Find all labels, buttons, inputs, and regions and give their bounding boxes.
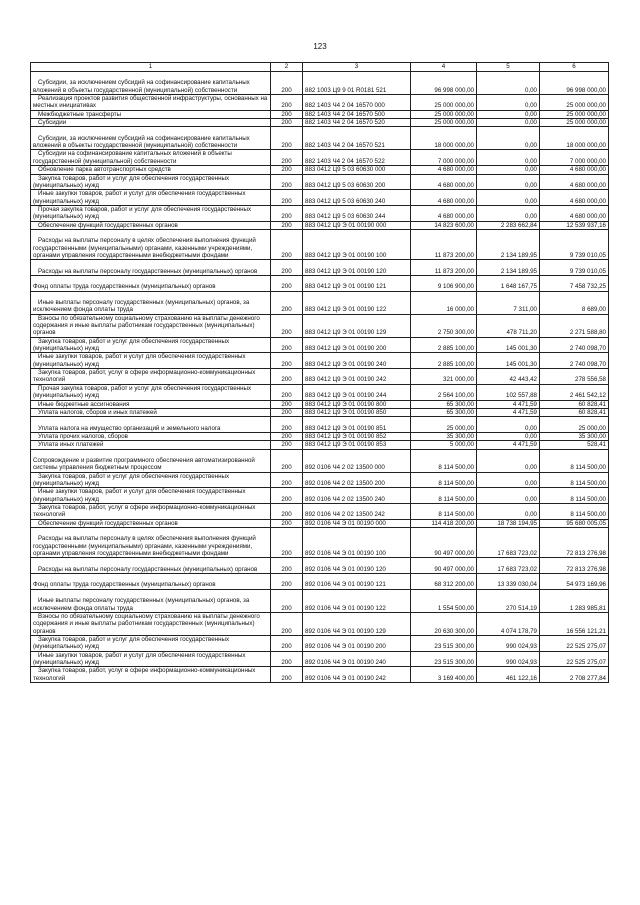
row-executed-amount-cell: 145 001,30 [477,353,540,369]
row-code-cell: 883 0412 Ц9 Э 01 00190 121 [303,275,411,291]
row-executed-amount-cell: 0,00 [477,205,540,221]
row-plan-amount-cell: 8 114 500,00 [411,488,477,504]
row-plan-amount-cell: 25 000 000,00 [411,110,477,118]
table-row [31,667,609,683]
row-remainder-amount-cell: 16 556 121,21 [540,612,609,635]
row-grbs-cell: 200 [271,441,303,449]
table-row [31,190,609,206]
row-name-cell: Обеспечение функций государственных органов [31,221,271,229]
row-plan-amount-cell: 1 554 500,00 [411,589,477,612]
row-code-cell: 892 0106 Ч4 Э 01 00190 129 [303,612,411,635]
row-plan-amount-cell: 65 300,00 [411,400,477,408]
row-name-cell: Закупка товаров, работ, услуг в сфере информационно-коммуникационных технологий [31,504,271,520]
row-name-cell: Прочая закупка товаров, работ и услуг для обеспечения государственных (муниципальных) нужд [31,384,271,400]
row-grbs-cell: 200 [271,150,303,166]
row-executed-amount-cell: 0,00 [477,150,540,166]
row-executed-amount-cell: 145 001,30 [477,337,540,353]
header-col-exec: 5 [477,63,540,72]
row-name-cell: Уплата прочих налогов, сборов [31,432,271,440]
row-plan-amount-cell: 8 114 500,00 [411,472,477,488]
row-executed-amount-cell: 0,00 [477,449,540,472]
row-remainder-amount-cell: 2 271 588,80 [540,314,609,337]
row-remainder-amount-cell: 2 708 277,84 [540,667,609,683]
table-row [31,400,609,408]
row-code-cell: 883 0412 Ц9 Э 01 00190 853 [303,441,411,449]
row-plan-amount-cell: 4 680 000,00 [411,190,477,206]
row-grbs-cell: 200 [271,229,303,259]
row-remainder-amount-cell: 25 000 000,00 [540,110,609,118]
row-remainder-amount-cell: 7 000 000,00 [540,150,609,166]
row-remainder-amount-cell: 4 680 000,00 [540,174,609,190]
table-body [31,72,609,683]
row-plan-amount-cell: 7 000 000,00 [411,150,477,166]
row-name-cell: Расходы на выплаты персоналу государственных (муниципальных) органов [31,558,271,574]
row-executed-amount-cell: 461 122,16 [477,667,540,683]
row-name-cell: Сопровождение и развитие программного обеспечения автоматизированной системы управления бюджетным процессом [31,449,271,472]
table-row [31,558,609,574]
row-remainder-amount-cell: 72 813 276,98 [540,528,609,558]
row-code-cell: 883 0412 Ц9 Э 01 00190 851 [303,417,411,433]
row-executed-amount-cell: 990 024,93 [477,635,540,651]
row-executed-amount-cell: 17 683 723,02 [477,558,540,574]
row-plan-amount-cell: 4 680 000,00 [411,205,477,221]
row-name-cell: Обеспечение функций государственных органов [31,519,271,527]
row-remainder-amount-cell: 18 000 000,00 [540,127,609,150]
row-remainder-amount-cell: 9 739 010,05 [540,229,609,259]
row-executed-amount-cell: 0,00 [477,166,540,174]
row-remainder-amount-cell: 1 283 985,81 [540,589,609,612]
row-remainder-amount-cell: 278 556,58 [540,369,609,385]
row-code-cell: 883 0412 Ц9 Э 01 00190 852 [303,432,411,440]
row-name-cell: Иные бюджетные ассигнования [31,400,271,408]
row-executed-amount-cell: 0,00 [477,488,540,504]
row-executed-amount-cell: 0,00 [477,119,540,127]
row-name-cell: Закупка товаров, работ и услуг для обеспечения государственных (муниципальных) нужд [31,337,271,353]
row-code-cell: 892 0106 Ч4 2 02 13500 240 [303,488,411,504]
row-plan-amount-cell: 25 000,00 [411,417,477,433]
table-row [31,574,609,590]
row-code-cell: 883 0412 Ц9 5 03 60630 240 [303,190,411,206]
row-remainder-amount-cell: 2 740 098,70 [540,337,609,353]
table-row [31,150,609,166]
row-name-cell: Закупка товаров, работ, услуг в сфере информационно-коммуникационных технологий [31,667,271,683]
row-remainder-amount-cell: 4 680 000,00 [540,205,609,221]
row-grbs-cell: 200 [271,205,303,221]
row-plan-amount-cell: 11 873 200,00 [411,229,477,259]
row-grbs-cell: 200 [271,488,303,504]
row-grbs-cell: 200 [271,291,303,314]
row-name-cell: Фонд оплаты труда государственных (муниципальных) органов [31,574,271,590]
row-plan-amount-cell: 35 300,00 [411,432,477,440]
row-remainder-amount-cell: 95 680 005,05 [540,519,609,527]
table-header-row [31,63,609,72]
table-row [31,110,609,118]
row-name-cell: Уплата налогов, сборов и иных платежей [31,408,271,416]
row-code-cell: 883 0412 Ц9 5 03 60630 244 [303,205,411,221]
row-name-cell: Фонд оплаты труда государственных (муниципальных) органов [31,275,271,291]
row-code-cell: 883 0412 Ц9 Э 01 00190 244 [303,384,411,400]
table-row [31,504,609,520]
row-code-cell: 892 0106 Ч4 Э 01 00190 100 [303,528,411,558]
row-grbs-cell: 200 [271,504,303,520]
table-row [31,432,609,440]
row-code-cell: 883 0412 Ц9 Э 01 00190 240 [303,353,411,369]
table-row [31,519,609,527]
row-grbs-cell: 200 [271,369,303,385]
row-remainder-amount-cell: 528,41 [540,441,609,449]
row-name-cell: Прочая закупка товаров, работ и услуг для обеспечения государственных (муниципальных) нужд [31,205,271,221]
row-code-cell: 882 1403 Ч4 2 04 16570 500 [303,110,411,118]
row-remainder-amount-cell: 2 461 542,12 [540,384,609,400]
row-plan-amount-cell: 2 564 100,00 [411,384,477,400]
row-name-cell: Субсидии на софинансирование капитальных вложений в объекты государственной (муниципальной) собственности [31,150,271,166]
header-col-name: 1 [31,63,271,72]
row-remainder-amount-cell: 8 114 500,00 [540,504,609,520]
row-plan-amount-cell: 25 000 000,00 [411,119,477,127]
row-name-cell: Иные закупки товаров, работ и услуг для обеспечения государственных (муниципальных) нужд [31,651,271,667]
row-name-cell: Расходы на выплаты персоналу государственных (муниципальных) органов [31,260,271,276]
row-executed-amount-cell: 1 648 167,75 [477,275,540,291]
row-code-cell: 892 0106 Ч4 Э 01 00190 121 [303,574,411,590]
row-name-cell: Уплата иных платежей [31,441,271,449]
row-grbs-cell: 200 [271,528,303,558]
row-code-cell: 892 0106 Ч4 2 02 13500 242 [303,504,411,520]
table-row [31,291,609,314]
table-row [31,384,609,400]
row-executed-amount-cell: 13 339 030,04 [477,574,540,590]
row-remainder-amount-cell: 4 680 000,00 [540,166,609,174]
row-grbs-cell: 200 [271,408,303,416]
row-executed-amount-cell: 4 074 178,79 [477,612,540,635]
row-name-cell: Обновление парка автотранспортных средств [31,166,271,174]
row-remainder-amount-cell: 12 539 937,16 [540,221,609,229]
row-grbs-cell: 200 [271,400,303,408]
row-code-cell: 882 1403 Ч4 2 04 16570 520 [303,119,411,127]
row-grbs-cell: 200 [271,119,303,127]
row-code-cell: 883 0412 Ц9 5 03 60630 000 [303,166,411,174]
row-plan-amount-cell: 8 114 500,00 [411,504,477,520]
row-grbs-cell: 200 [271,337,303,353]
row-code-cell: 883 0412 Ц9 Э 01 00190 850 [303,408,411,416]
row-name-cell: Закупка товаров, работ и услуг для обеспечения государственных (муниципальных) нужд [31,174,271,190]
row-grbs-cell: 200 [271,95,303,111]
row-plan-amount-cell: 5 000,00 [411,441,477,449]
row-executed-amount-cell: 102 557,88 [477,384,540,400]
row-executed-amount-cell: 0,00 [477,190,540,206]
table-row [31,369,609,385]
row-grbs-cell: 200 [271,651,303,667]
table-row [31,353,609,369]
row-code-cell: 892 0106 Ч4 Э 01 00190 000 [303,519,411,527]
row-plan-amount-cell: 96 998 000,00 [411,72,477,95]
table-row [31,612,609,635]
table-row [31,337,609,353]
row-executed-amount-cell: 4 471,59 [477,408,540,416]
row-grbs-cell: 200 [271,417,303,433]
row-code-cell: 883 0412 Ц9 5 03 60630 200 [303,174,411,190]
table-row [31,119,609,127]
row-remainder-amount-cell: 2 740 098,70 [540,353,609,369]
row-plan-amount-cell: 90 497 000,00 [411,558,477,574]
row-grbs-cell: 200 [271,449,303,472]
row-executed-amount-cell: 0,00 [477,417,540,433]
row-grbs-cell: 200 [271,174,303,190]
row-plan-amount-cell: 2 885 100,00 [411,337,477,353]
row-code-cell: 883 0412 Ц9 Э 01 00190 800 [303,400,411,408]
row-name-cell: Уплата налога на имущество организаций и земельного налога [31,417,271,433]
row-name-cell: Закупка товаров, работ и услуг для обеспечения государственных (муниципальных) нужд [31,472,271,488]
row-executed-amount-cell: 0,00 [477,174,540,190]
row-plan-amount-cell: 114 418 200,00 [411,519,477,527]
row-grbs-cell: 200 [271,472,303,488]
row-name-cell: Взносы по обязательному социальному страхованию на выплаты денежного содержания и иные выплаты работникам государственных (муниципальных) органов [31,612,271,635]
row-name-cell: Межбюджетные трансферты [31,110,271,118]
row-remainder-amount-cell: 8 114 500,00 [540,488,609,504]
row-plan-amount-cell: 2 885 100,00 [411,353,477,369]
row-name-cell: Субсидии, за исключением субсидий на софинансирование капитальных вложений в объекты государственной (муниципальной) собственности [31,72,271,95]
row-code-cell: 883 0412 Ц9 Э 01 00190 000 [303,221,411,229]
row-plan-amount-cell: 16 000,00 [411,291,477,314]
row-executed-amount-cell: 0,00 [477,95,540,111]
row-remainder-amount-cell: 96 998 000,00 [540,72,609,95]
row-executed-amount-cell: 478 711,20 [477,314,540,337]
table-row [31,635,609,651]
table-row [31,528,609,558]
row-remainder-amount-cell: 25 000 000,00 [540,119,609,127]
row-grbs-cell: 200 [271,612,303,635]
row-plan-amount-cell: 18 000 000,00 [411,127,477,150]
row-executed-amount-cell: 2 283 662,84 [477,221,540,229]
row-plan-amount-cell: 23 515 300,00 [411,635,477,651]
row-code-cell: 883 0412 Ц9 Э 01 00190 122 [303,291,411,314]
row-remainder-amount-cell: 35 300,00 [540,432,609,440]
row-name-cell: Взносы по обязательному социальному страхованию на выплаты денежного содержания и иные выплаты работникам государственных (муниципальных) органов [31,314,271,337]
table-row [31,651,609,667]
row-code-cell: 892 0106 Ч4 2 02 13500 200 [303,472,411,488]
row-code-cell: 882 1403 Ч4 2 04 16570 521 [303,127,411,150]
row-plan-amount-cell: 11 873 200,00 [411,260,477,276]
row-plan-amount-cell: 14 823 600,00 [411,221,477,229]
row-grbs-cell: 200 [271,519,303,527]
page-number: 123 [313,42,327,51]
row-code-cell: 883 0412 Ц9 Э 01 00190 200 [303,337,411,353]
row-executed-amount-cell: 0,00 [477,432,540,440]
table-row [31,229,609,259]
row-remainder-amount-cell: 7 458 732,25 [540,275,609,291]
row-code-cell: 892 0106 Ч4 Э 01 00190 120 [303,558,411,574]
table-row [31,166,609,174]
row-code-cell: 883 0412 Ц9 Э 01 00190 100 [303,229,411,259]
row-grbs-cell: 200 [271,127,303,150]
row-remainder-amount-cell: 25 000,00 [540,417,609,433]
row-plan-amount-cell: 90 497 000,00 [411,528,477,558]
row-name-cell: Иные закупки товаров, работ и услуг для обеспечения государственных (муниципальных) нужд [31,190,271,206]
row-code-cell: 892 0106 Ч4 Э 01 00190 200 [303,635,411,651]
row-plan-amount-cell: 4 680 000,00 [411,166,477,174]
table-row [31,205,609,221]
budget-execution-table [30,62,609,683]
row-executed-amount-cell: 7 311,00 [477,291,540,314]
row-grbs-cell: 200 [271,72,303,95]
table-row [31,275,609,291]
row-name-cell: Иные выплаты персоналу государственных (муниципальных) органов, за исключением фонда оплаты труда [31,291,271,314]
table-row [31,221,609,229]
row-remainder-amount-cell: 4 680 000,00 [540,190,609,206]
row-plan-amount-cell: 321 000,00 [411,369,477,385]
row-plan-amount-cell: 4 680 000,00 [411,174,477,190]
table-row [31,449,609,472]
row-executed-amount-cell: 0,00 [477,72,540,95]
row-code-cell: 883 0412 Ц9 Э 01 00190 120 [303,260,411,276]
row-remainder-amount-cell: 54 973 169,96 [540,574,609,590]
row-grbs-cell: 200 [271,190,303,206]
header-col-plan: 4 [411,63,477,72]
row-grbs-cell: 200 [271,574,303,590]
table-row [31,174,609,190]
row-grbs-cell: 200 [271,314,303,337]
row-code-cell: 892 0106 Ч4 Э 01 00190 242 [303,667,411,683]
row-name-cell: Иные закупки товаров, работ и услуг для обеспечения государственных (муниципальных) нужд [31,488,271,504]
row-executed-amount-cell: 2 134 189,95 [477,260,540,276]
row-executed-amount-cell: 270 514,19 [477,589,540,612]
row-executed-amount-cell: 0,00 [477,472,540,488]
row-remainder-amount-cell: 60 828,41 [540,400,609,408]
table-row [31,488,609,504]
row-code-cell: 882 1403 Ч4 2 04 16570 522 [303,150,411,166]
row-plan-amount-cell: 20 630 300,00 [411,612,477,635]
table-row [31,472,609,488]
row-remainder-amount-cell: 25 000 000,00 [540,95,609,111]
row-name-cell: Субсидии, за исключением субсидий на софинансирование капитальных вложений в объекты государственной (муниципальной) собственности [31,127,271,150]
row-name-cell: Расходы на выплаты персоналу в целях обеспечения выполнения функций государственными (муниципальными) органами, казенными учреждениями, органами управления государственными внебюджетными фондами [31,229,271,259]
header-col-code: 3 [303,63,411,72]
row-name-cell: Иные закупки товаров, работ и услуг для обеспечения государственных (муниципальных) нужд [31,353,271,369]
row-code-cell: 882 1003 Ц9 9 01 R0181 521 [303,72,411,95]
row-executed-amount-cell: 18 738 194,95 [477,519,540,527]
table-row [31,127,609,150]
row-grbs-cell: 200 [271,260,303,276]
row-code-cell: 892 0106 Ч4 Э 01 00190 122 [303,589,411,612]
row-plan-amount-cell: 65 300,00 [411,408,477,416]
row-name-cell: Закупка товаров, работ и услуг для обеспечения государственных (муниципальных) нужд [31,635,271,651]
row-code-cell: 883 0412 Ц9 Э 01 00190 242 [303,369,411,385]
row-executed-amount-cell: 4 471,59 [477,400,540,408]
row-executed-amount-cell: 0,00 [477,110,540,118]
table-row [31,417,609,433]
header-col-grbs: 2 [271,63,303,72]
row-grbs-cell: 200 [271,353,303,369]
row-plan-amount-cell: 68 312 200,00 [411,574,477,590]
row-grbs-cell: 200 [271,275,303,291]
row-executed-amount-cell: 17 683 723,02 [477,528,540,558]
row-name-cell: Закупка товаров, работ, услуг в сфере информационно-коммуникационных технологий [31,369,271,385]
row-plan-amount-cell: 25 000 000,00 [411,95,477,111]
row-remainder-amount-cell: 8 114 500,00 [540,449,609,472]
table-row [31,314,609,337]
table-row [31,95,609,111]
row-executed-amount-cell: 4 471,59 [477,441,540,449]
table-row [31,589,609,612]
row-grbs-cell: 200 [271,589,303,612]
row-grbs-cell: 200 [271,558,303,574]
row-grbs-cell: 200 [271,635,303,651]
row-code-cell: 883 0412 Ц9 Э 01 00190 129 [303,314,411,337]
row-plan-amount-cell: 3 169 400,00 [411,667,477,683]
row-grbs-cell: 200 [271,166,303,174]
row-grbs-cell: 200 [271,110,303,118]
row-executed-amount-cell: 2 134 189,95 [477,229,540,259]
row-remainder-amount-cell: 8 689,00 [540,291,609,314]
row-name-cell: Расходы на выплаты персоналу в целях обеспечения выполнения функций государственными (муниципальными) органами, казенными учреждениями, органами управления государственными внебюджетными фондами [31,528,271,558]
row-executed-amount-cell: 42 443,42 [477,369,540,385]
row-grbs-cell: 200 [271,384,303,400]
row-remainder-amount-cell: 72 813 276,98 [540,558,609,574]
table-row [31,441,609,449]
table-row [31,260,609,276]
row-remainder-amount-cell: 60 828,41 [540,408,609,416]
row-remainder-amount-cell: 22 525 275,07 [540,651,609,667]
row-code-cell: 882 1403 Ч4 2 04 16570 000 [303,95,411,111]
row-name-cell: Иные выплаты персоналу государственных (муниципальных) органов, за исключением фонда оплаты труда [31,589,271,612]
row-plan-amount-cell: 8 114 500,00 [411,449,477,472]
row-plan-amount-cell: 9 106 900,00 [411,275,477,291]
row-remainder-amount-cell: 8 114 500,00 [540,472,609,488]
table-row [31,72,609,95]
row-grbs-cell: 200 [271,432,303,440]
row-plan-amount-cell: 2 750 300,00 [411,314,477,337]
row-plan-amount-cell: 23 515 300,00 [411,651,477,667]
row-executed-amount-cell: 990 024,93 [477,651,540,667]
row-code-cell: 892 0106 Ч4 Э 01 00190 240 [303,651,411,667]
row-code-cell: 892 0106 Ч4 2 02 13500 000 [303,449,411,472]
row-executed-amount-cell: 0,00 [477,504,540,520]
row-name-cell: Реализация проектов развития общественной инфраструктуры, основанных на местных инициативах [31,95,271,111]
row-name-cell: Субсидии [31,119,271,127]
row-grbs-cell: 200 [271,221,303,229]
row-remainder-amount-cell: 9 739 010,05 [540,260,609,276]
header-col-rest: 6 [540,63,609,72]
table-row [31,408,609,416]
row-executed-amount-cell: 0,00 [477,127,540,150]
row-remainder-amount-cell: 22 525 275,07 [540,635,609,651]
row-grbs-cell: 200 [271,667,303,683]
